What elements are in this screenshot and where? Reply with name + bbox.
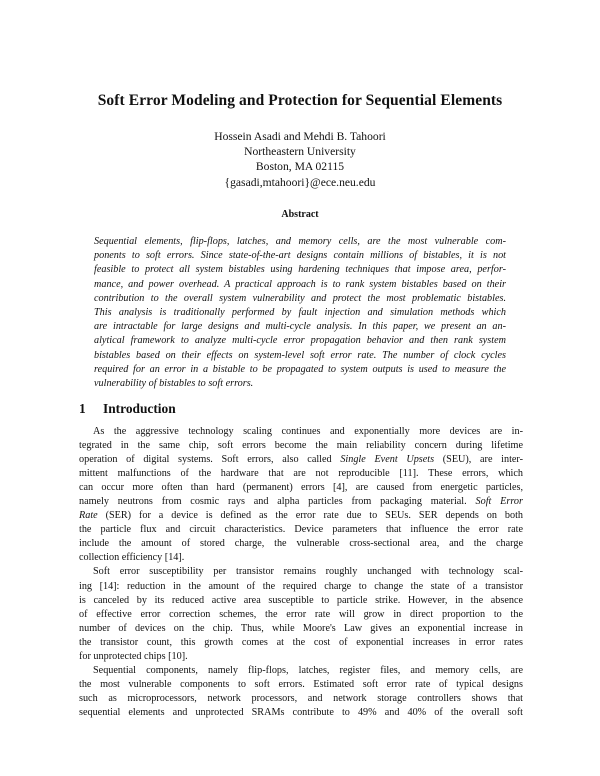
body-line: is canceled by its reduced active area susceptible to particle strike. However, in the absence (79, 594, 523, 606)
body-text: (SEU), are inter- (434, 454, 524, 466)
author-location: Boston, MA 02115 (255, 160, 345, 174)
body-line: the most vulnerable components to soft errors. Estimated soft error rate of typical designs (79, 678, 523, 690)
emphasis-term: Soft Error (475, 496, 523, 508)
abstract-line: alytical framework to analyze multi-cycle error propagation behavior and then rank system (94, 335, 506, 347)
abstract-line: bistables based on their effects on system-level soft error rate. The number of clock cycles (94, 349, 506, 361)
abstract-line: are intractable for large designs and multi-cycle analysis. In this paper, we present an an- (94, 321, 506, 333)
body-line: of effective error correction schemes, the error rate will grow in direct proportion to the (79, 608, 523, 620)
body-line: the transistor count, this growth comes at the cost of exponential increases in error rates (79, 636, 523, 648)
body-line: collection efficiency [14]. (79, 552, 185, 564)
abstract-line: contribution to the overall system vulnerability and protect the most problematic bistables. (94, 292, 506, 304)
body-text: (SER) for a device is defined as the error rate due to SEUs. SER depends on both (97, 510, 523, 522)
abstract-line: required for an error in a bistable to be propagated to system outputs is used to measure the (94, 363, 506, 375)
section-body (79, 425, 523, 720)
body-line (79, 509, 523, 523)
body-line (79, 495, 523, 509)
emphasis-term: Rate (79, 510, 98, 522)
section-number: 1 (79, 401, 86, 416)
author-names: Hossein Asadi and Mehdi B. Tahoori (214, 130, 386, 143)
section-heading (79, 401, 176, 417)
abstract-line: feasible to protect all system bistables using hardening techniques that impose area, perfor- (94, 264, 506, 276)
body-line: Sequential components, namely flip-flops, latches, register files, and memory cells, are (93, 664, 523, 676)
abstract-line: Sequential elements, flip-flops, latches, and memory cells, are the most vulnerable com- (94, 236, 506, 247)
body-text: operation of digital systems. Soft errors, also called (79, 454, 341, 466)
body-line: tegrated in the same chip, soft errors become the main reliability concern during lifetime (79, 440, 523, 452)
body-line: Soft error susceptibility per transistor remains roughly unchanged with technology scal- (93, 566, 523, 578)
body-line: number of devices on the chip. Thus, while Moore's Law gives an exponential increase in (79, 622, 523, 634)
author-block (0, 129, 600, 190)
abstract-line: ponents to soft errors. Since state-of-the-art designs contain millions of bistables, it is not (94, 250, 506, 262)
body-line: include the amount of stored charge, the vulnerable cross-sectional area, and the charge (79, 538, 523, 550)
abstract-line: vulnerability of bistables to soft errors. (94, 378, 254, 390)
body-line: mittent malfunctions of the hardware that are not reproducible [11]. These errors, which (79, 468, 523, 480)
emphasis-term: Single Event Upsets (340, 454, 435, 466)
body-line: can occur more often than hard (permanent) errors [4], are caused from energetic particles, (79, 482, 523, 494)
author-email: {gasadi,mtahoori}@ece.neu.edu (224, 175, 376, 189)
body-line: for unprotected chips [10]. (79, 650, 188, 662)
abstract-heading: Abstract (281, 209, 319, 220)
abstract-line: This analysis is traditionally performed by fault injection and simulation methods which (94, 307, 506, 319)
abstract-line: mance, and power overhead. A practical approach is to rank system bistables based on their (94, 278, 506, 290)
body-line (79, 453, 523, 467)
body-line: ing [14]: reduction in the amount of the required charge to change the state of a transistor (79, 580, 523, 592)
author-affiliation: Northeastern University (244, 145, 356, 159)
body-text: namely neutrons from cosmic rays and alpha particles from packaging material. (79, 496, 476, 508)
section-title: Introduction (103, 401, 176, 416)
body-line: the particle flux and circuit characteristics. Device parameters that influence the error rate (79, 524, 523, 536)
body-line: As the aggressive technology scaling continues and exponentially more devices are in- (93, 426, 523, 437)
paper-title: Soft Error Modeling and Protection for Sequential Elements (97, 92, 503, 109)
body-line: sequential elements and unprotected SRAMs contribute to 49% and 40% of the overall soft (79, 706, 523, 718)
body-line: such as microprocessors, network processors, and network storage controllers shows that (79, 692, 523, 704)
abstract-text (94, 235, 506, 391)
